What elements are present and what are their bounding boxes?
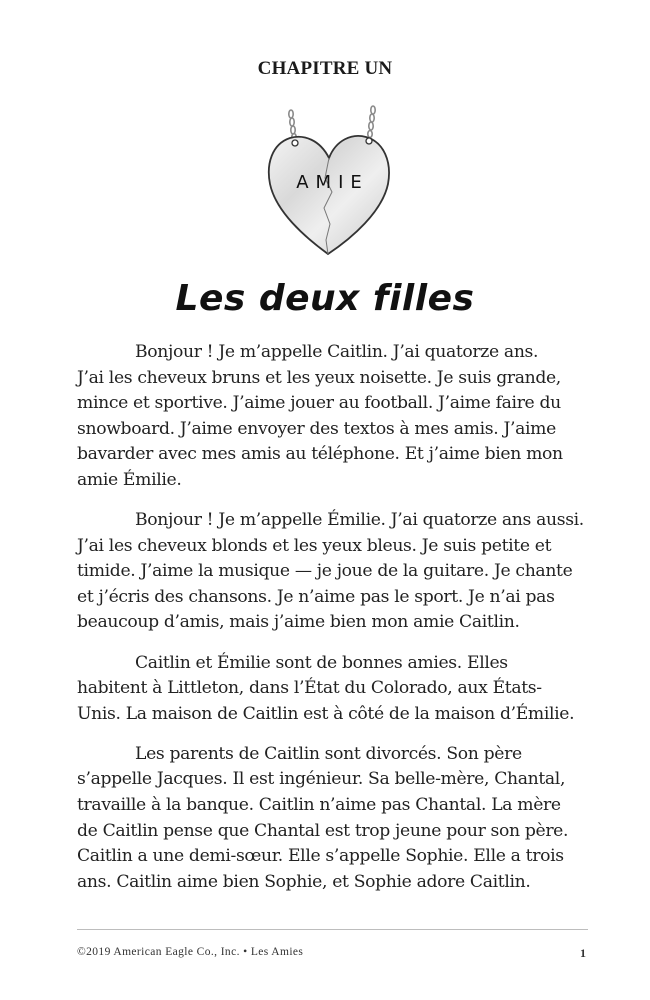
chapter-body — [77, 340, 597, 910]
text-line: de Caitlin pense que Chantal est trop jeune pour son père. — [77, 820, 569, 841]
text-line: snowboard. J’aime envoyer des textos à mes amis. J’aime — [77, 418, 556, 439]
page-number: 1 — [580, 946, 586, 960]
text-line: habitent à Littleton, dans l’État du Colorado, aux États- — [77, 678, 542, 699]
chapter-label: CHAPITRE UN — [257, 58, 393, 79]
text-line: beaucoup d’amis, mais j’aime bien mon amie Caitlin. — [77, 612, 520, 633]
text-line: bavarder avec mes amis au téléphone. Et j’aime bien mon — [77, 444, 563, 465]
paragraph-4 — [77, 742, 597, 896]
text-line: Bonjour ! Je m’appelle Émilie. J’ai quatorze ans aussi. — [135, 510, 584, 531]
text-line: Unis. La maison de Caitlin est à côté de la maison d’Émilie. — [77, 703, 575, 724]
chapter-title: Les deux filles — [175, 278, 475, 319]
text-line: J’ai les cheveux bruns et les yeux noisette. Je suis grande, — [77, 367, 561, 388]
text-line: J’ai les cheveux blonds et les yeux bleus. Je suis petite et — [77, 535, 552, 556]
text-line: amie Émilie. — [77, 469, 182, 490]
paragraph-1 — [77, 340, 597, 494]
text-line: ans. Caitlin aime bien Sophie, et Sophie adore Caitlin. — [77, 871, 531, 892]
text-line: Caitlin a une demi-sœur. Elle s’appelle Sophie. Elle a trois — [77, 846, 564, 867]
pendant-engraving: AMIE — [296, 172, 369, 193]
text-line: mince et sportive. J’aime jouer au football. J’aime faire du — [77, 393, 561, 414]
text-line: timide. J’aime la musique — je joue de la guitare. Je chante — [77, 561, 573, 582]
text-line: Les parents de Caitlin sont divorcés. Son père — [135, 743, 522, 764]
heart-pendant-illustration — [262, 100, 396, 262]
text-line: Caitlin et Émilie sont de bonnes amies. Elles — [135, 652, 508, 673]
footer-divider — [77, 929, 588, 930]
footer-copyright: ©2019 American Eagle Co., Inc. • Les Amies — [77, 946, 304, 958]
text-line: Bonjour ! Je m’appelle Caitlin. J’ai quatorze ans. — [135, 342, 539, 362]
paragraph-3 — [77, 651, 597, 728]
text-line: s’appelle Jacques. Il est ingénieur. Sa belle-mère, Chantal, — [77, 769, 566, 790]
paragraph-2 — [77, 508, 597, 636]
text-line: travaille à la banque. Caitlin n’aime pas Chantal. La mère — [77, 795, 561, 815]
text-line: et j’écris des chansons. Je n’aime pas le sport. Je n’ai pas — [77, 586, 555, 607]
